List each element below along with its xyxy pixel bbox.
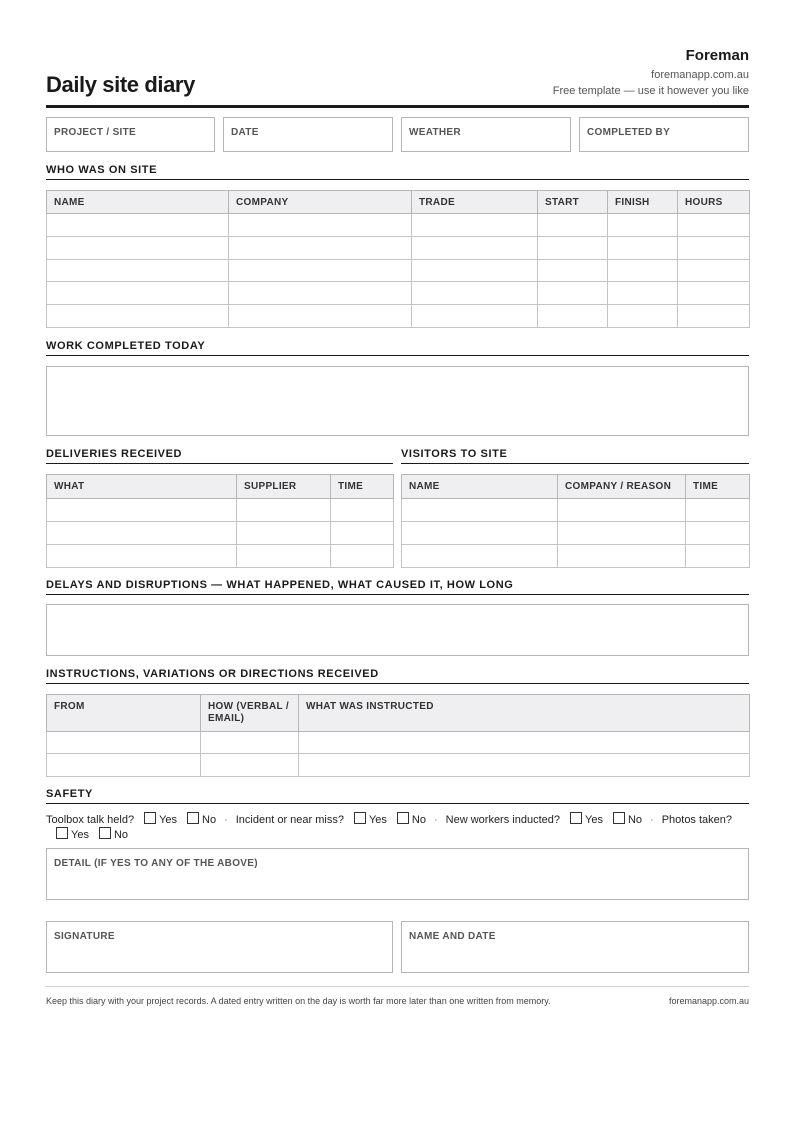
project-site-label: PROJECT / SITE [54, 127, 136, 138]
table-row [47, 732, 750, 754]
table-row [47, 305, 750, 328]
table-cell[interactable] [237, 522, 331, 545]
table-cell[interactable] [558, 499, 686, 522]
table-cell[interactable] [402, 522, 558, 545]
table-cell[interactable] [47, 522, 237, 545]
table-cell[interactable] [678, 214, 750, 237]
deliveries-heading [46, 448, 393, 464]
table-cell[interactable] [686, 499, 750, 522]
col-supplier: SUPPLIER [237, 475, 331, 499]
table-row [402, 545, 750, 568]
delays-heading [46, 579, 749, 595]
table-header-row [47, 191, 750, 214]
incident-question: Incident or near miss? [235, 814, 344, 826]
table-header-row [47, 475, 394, 499]
table-cell[interactable] [47, 305, 229, 328]
table-header-row [47, 695, 750, 732]
toolbox-yes-checkbox[interactable] [144, 812, 156, 824]
table-cell[interactable] [201, 732, 299, 754]
brand-name: Foreman [685, 47, 749, 64]
deliveries-heading-text: DELIVERIES RECEIVED [46, 448, 183, 460]
brand-website: foremanapp.com.au [651, 69, 749, 81]
incident-no-checkbox[interactable] [397, 812, 409, 824]
table-cell[interactable] [608, 282, 678, 305]
work-completed-heading [46, 340, 749, 356]
instructions-table [46, 694, 750, 777]
footer-note: Keep this diary with your project records. A dated entry written on the day is worth far more later than one written from memory. [46, 996, 551, 1006]
safety-heading-text: SAFETY [46, 788, 93, 800]
table-cell[interactable] [47, 499, 237, 522]
table-row [47, 282, 750, 305]
col-company-reason: COMPANY / REASON [558, 475, 686, 499]
no-label: No [202, 814, 217, 826]
completed-by-label: COMPLETED BY [587, 127, 671, 138]
toolbox-question: Toolbox talk held? [46, 814, 135, 826]
page-header [46, 44, 749, 108]
weather-field[interactable] [401, 117, 571, 152]
table-row [47, 214, 750, 237]
table-cell[interactable] [47, 545, 237, 568]
table-cell[interactable] [47, 260, 229, 282]
who-on-site-table [46, 190, 750, 328]
table-cell[interactable] [678, 260, 750, 282]
col-time: TIME [686, 475, 750, 499]
col-name: NAME [402, 475, 558, 499]
table-cell[interactable] [412, 260, 538, 282]
photos-question: Photos taken? [661, 814, 733, 826]
table-cell[interactable] [538, 237, 608, 260]
inducted-no-checkbox[interactable] [613, 812, 625, 824]
col-what-instructed: WHAT WAS INSTRUCTED [299, 695, 750, 732]
table-row [402, 499, 750, 522]
safety-checklist [46, 812, 749, 842]
table-row [47, 545, 394, 568]
table-row [47, 237, 750, 260]
no-label: No [411, 814, 426, 826]
yes-label: Yes [585, 814, 603, 826]
table-cell[interactable] [47, 754, 201, 777]
safety-detail-label: DETAIL (IF YES TO ANY OF THE ABOVE) [54, 858, 258, 869]
col-start: START [538, 191, 608, 214]
date-label: DATE [231, 127, 259, 138]
table-cell[interactable] [412, 214, 538, 237]
table-cell[interactable] [538, 282, 608, 305]
photos-no-checkbox[interactable] [99, 827, 111, 839]
deliveries-table [46, 474, 394, 568]
table-row [47, 260, 750, 282]
table-cell[interactable] [229, 305, 412, 328]
table-cell[interactable] [237, 545, 331, 568]
col-company: COMPANY [229, 191, 412, 214]
date-field[interactable] [223, 117, 393, 152]
table-row [402, 522, 750, 545]
table-cell[interactable] [299, 754, 750, 777]
table-row [47, 522, 394, 545]
table-cell[interactable] [47, 237, 229, 260]
col-finish: FINISH [608, 191, 678, 214]
table-cell[interactable] [201, 754, 299, 777]
who-on-site-heading [46, 164, 749, 180]
col-hours: HOURS [678, 191, 750, 214]
table-cell[interactable] [402, 545, 558, 568]
table-cell[interactable] [558, 522, 686, 545]
safety-detail-field[interactable] [46, 848, 749, 900]
name-date-field[interactable] [401, 921, 749, 973]
no-label: No [113, 829, 129, 841]
project-site-field[interactable] [46, 117, 215, 152]
visitors-heading [401, 448, 749, 464]
table-cell[interactable] [558, 545, 686, 568]
toolbox-no-checkbox[interactable] [187, 812, 199, 824]
footer-website: foremanapp.com.au [668, 996, 749, 1006]
table-cell[interactable] [412, 305, 538, 328]
table-cell[interactable] [678, 305, 750, 328]
table-cell[interactable] [331, 545, 394, 568]
table-cell[interactable] [229, 214, 412, 237]
table-cell[interactable] [412, 282, 538, 305]
table-cell[interactable] [686, 545, 750, 568]
table-row [47, 754, 750, 777]
table-cell[interactable] [608, 237, 678, 260]
table-cell[interactable] [237, 499, 331, 522]
weather-label: WEATHER [409, 127, 461, 138]
table-cell[interactable] [686, 522, 750, 545]
no-label: No [627, 814, 643, 826]
page-title: Daily site diary [46, 72, 195, 97]
work-completed-heading-text: WORK COMPLETED TODAY [46, 340, 206, 352]
instructions-heading [46, 668, 749, 684]
table-cell[interactable] [608, 214, 678, 237]
col-what: WHAT [47, 475, 237, 499]
brand-tagline: Free template — use it however you like [552, 85, 749, 97]
photos-yes-checkbox[interactable] [56, 827, 68, 839]
delays-textarea[interactable] [46, 604, 749, 656]
col-how: HOW (VERBAL / EMAIL) [201, 695, 299, 732]
table-cell[interactable] [538, 260, 608, 282]
yes-label: Yes [71, 829, 89, 841]
table-row [47, 499, 394, 522]
table-cell[interactable] [402, 499, 558, 522]
incident-yes-checkbox[interactable] [354, 812, 366, 824]
col-trade: TRADE [412, 191, 538, 214]
table-cell[interactable] [678, 282, 750, 305]
separator-dot: · [650, 814, 654, 826]
who-on-site-heading-text: WHO WAS ON SITE [46, 164, 158, 176]
inducted-yes-checkbox[interactable] [570, 812, 582, 824]
completed-by-field[interactable] [579, 117, 749, 152]
table-header-row [402, 475, 750, 499]
table-cell[interactable] [538, 214, 608, 237]
signature-label: SIGNATURE [54, 931, 115, 942]
table-cell[interactable] [47, 282, 229, 305]
table-cell[interactable] [538, 305, 608, 328]
table-cell[interactable] [47, 732, 201, 754]
table-cell[interactable] [608, 260, 678, 282]
yes-label: Yes [159, 814, 178, 826]
table-cell[interactable] [299, 732, 750, 754]
table-cell[interactable] [331, 522, 394, 545]
table-cell[interactable] [678, 237, 750, 260]
delays-heading-text: DELAYS AND DISRUPTIONS — WHAT HAPPENED, WHAT CAUSED IT, HOW LONG [46, 579, 514, 591]
inducted-question: New workers inducted? [445, 814, 560, 826]
separator-dot: · [433, 814, 438, 826]
table-cell[interactable] [229, 237, 412, 260]
table-cell[interactable] [412, 237, 538, 260]
separator-dot: · [224, 814, 228, 826]
table-cell[interactable] [608, 305, 678, 328]
visitors-table [401, 474, 750, 568]
yes-label: Yes [368, 814, 387, 826]
safety-heading [46, 788, 749, 804]
table-cell[interactable] [331, 499, 394, 522]
page-footer [46, 986, 749, 1006]
signature-field[interactable] [46, 921, 393, 973]
instructions-heading-text: INSTRUCTIONS, VARIATIONS OR DIRECTIONS RECEIVED [46, 668, 379, 680]
visitors-heading-text: VISITORS TO SITE [401, 448, 508, 460]
table-cell[interactable] [229, 260, 412, 282]
work-completed-textarea[interactable] [46, 366, 749, 436]
col-name: NAME [47, 191, 229, 214]
table-cell[interactable] [47, 214, 229, 237]
name-date-label: NAME AND DATE [409, 931, 496, 942]
table-cell[interactable] [229, 282, 412, 305]
col-time: TIME [331, 475, 394, 499]
col-from: FROM [47, 695, 201, 732]
